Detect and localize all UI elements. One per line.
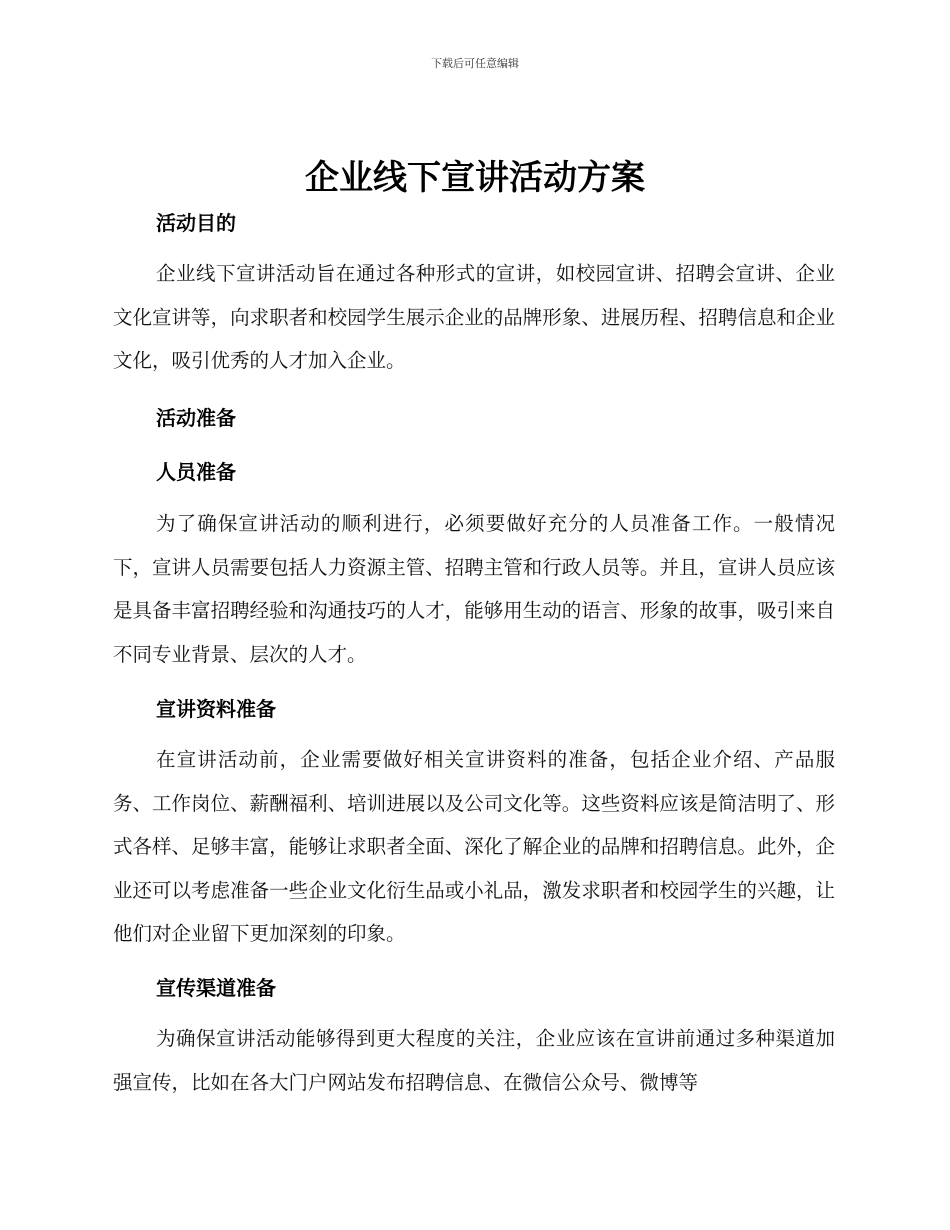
document-title: 企业线下宣讲活动方案	[305, 158, 645, 198]
paragraph-channels-preparation: 为确保宣讲活动能够得到更大程度的关注，企业应该在宣讲前通过多种渠道加强宣传，比如在各大门户网站发布招聘信息、在微信公众号、微博等	[113, 1027, 835, 1094]
paragraph-staff-preparation: 为了确保宣讲活动的顺利进行，必须要做好充分的人员准备工作。一般情况下，宣讲人员需要包括人力资源主管、招聘主管和行政人员等。并且，宣讲人员应该是具备丰富招聘经验和沟通技巧的人才，能够用生动的语言、形象的故事，吸引来自不同专业背景、层次的人才。	[113, 512, 835, 666]
paragraph-materials-preparation: 在宣讲活动前，企业需要做好相关宣讲资料的准备，包括企业介绍、产品服务、工作岗位、薪酬福利、培训进展以及公司文化等。这些资料应该是简洁明了、形式各样、足够丰富，能够让求职者全面、深化了解企业的品牌和招聘信息。此外，企业还可以考虑准备一些企业文化衍生品或小礼品，激发求职者和校园学生的兴趣，让他们对企业留下更加深刻的印象。	[113, 748, 835, 945]
heading-activity-purpose: 活动目的	[156, 211, 236, 235]
heading-activity-preparation: 活动准备	[156, 406, 236, 430]
header-note: 下载后可任意编辑	[431, 57, 519, 70]
heading-materials-preparation: 宣讲资料准备	[156, 697, 276, 721]
paragraph-activity-purpose: 企业线下宣讲活动旨在通过各种形式的宣讲，如校园宣讲、招聘会宣讲、企业文化宣讲等，向求职者和校园学生展示企业的品牌形象、进展历程、招聘信息和企业文化，吸引优秀的人才加入企业。	[113, 262, 835, 372]
heading-staff-preparation: 人员准备	[156, 460, 236, 484]
heading-channels-preparation: 宣传渠道准备	[156, 976, 276, 1000]
